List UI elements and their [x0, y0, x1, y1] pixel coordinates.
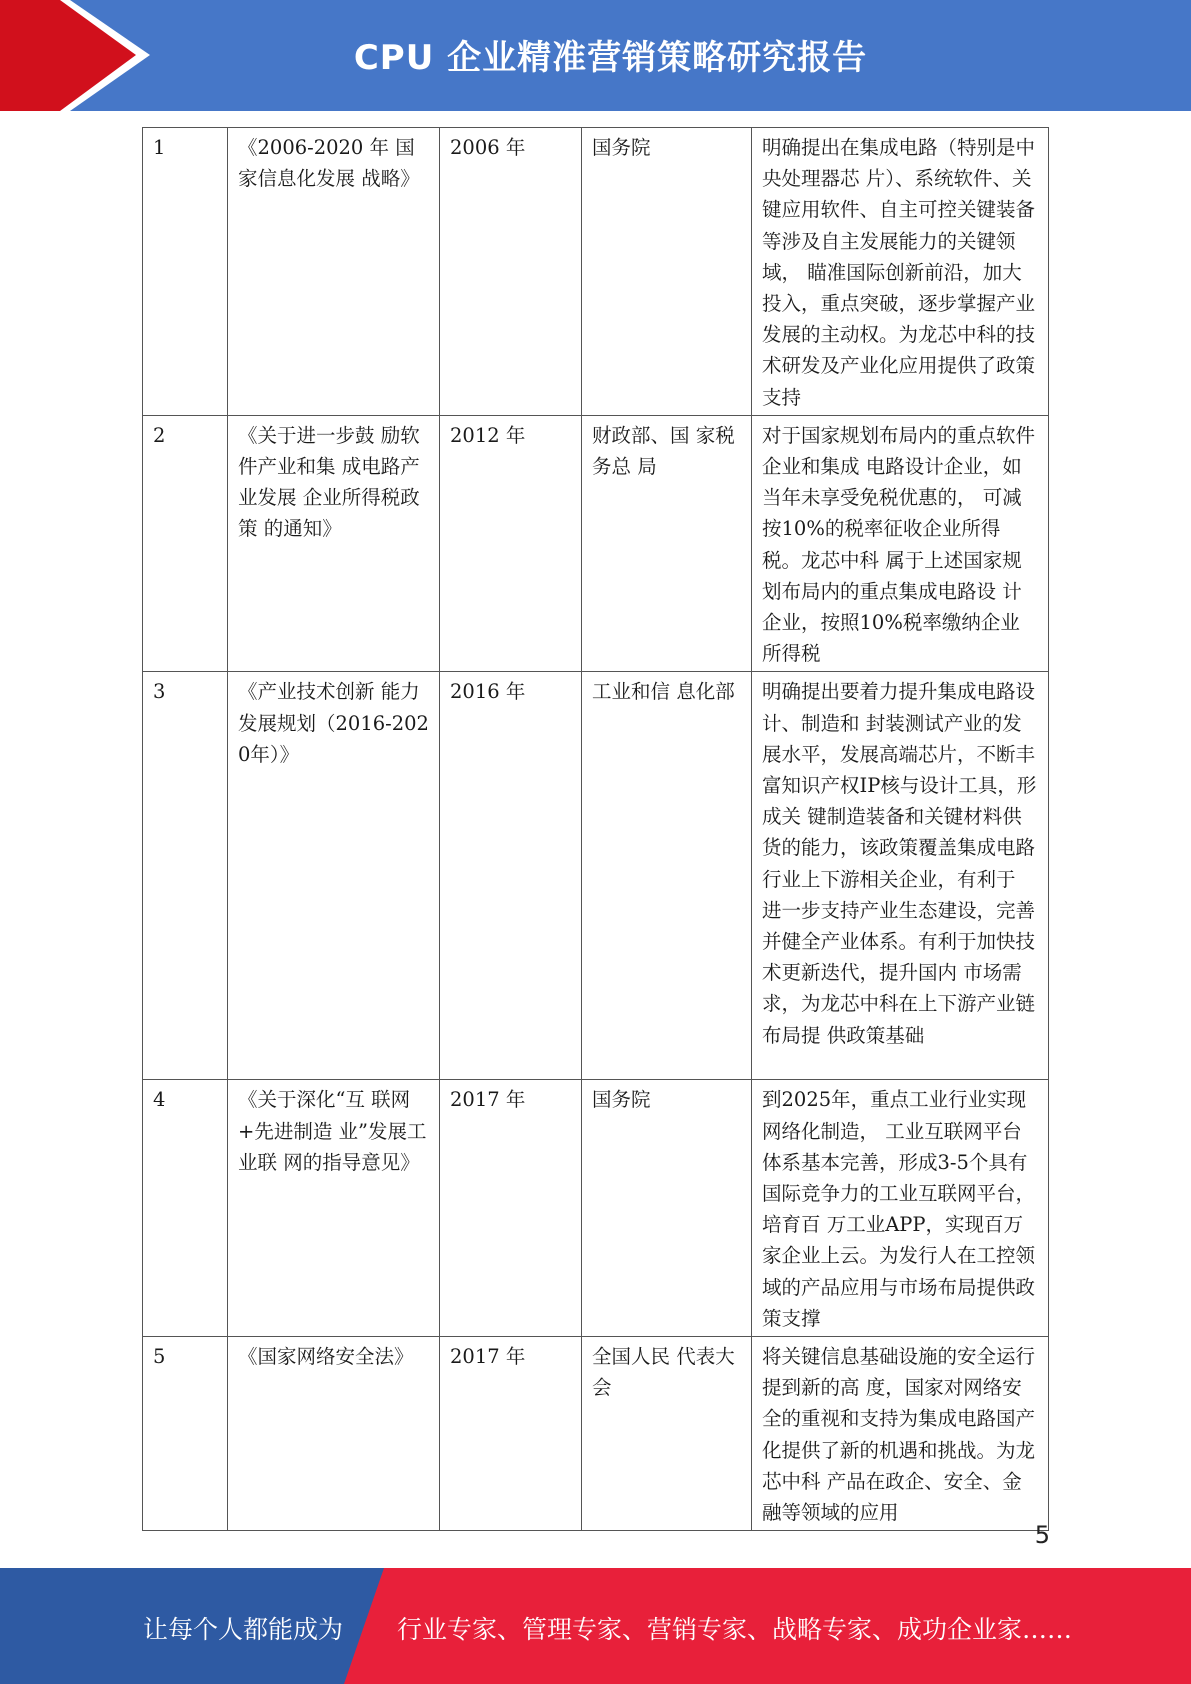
footer-slogan-right: 行业专家、管理专家、营销专家、战略专家、成功企业家…… [397, 1615, 1073, 1644]
cell-policy-name: 《国家网络安全法》 [228, 1337, 440, 1531]
cell-year: 2012 年 [440, 415, 582, 672]
table-row [143, 672, 1049, 1080]
cell-year: 2006 年 [440, 128, 582, 416]
cell-department: 全国人民 代表大会 [582, 1337, 752, 1531]
cell-content: 将关键信息基础设施的安全运行提到新的高 度，国家对网络安全的重视和支持为集成电路国产化提供了新的机遇和挑战。为龙芯中科 产品在政企、安全、金融等领域的应用 [752, 1337, 1049, 1531]
cell-department: 工业和信 息化部 [582, 672, 752, 1080]
cell-no: 5 [143, 1337, 228, 1531]
cell-no: 2 [143, 415, 228, 672]
cell-no: 4 [143, 1080, 228, 1337]
cell-department: 国务院 [582, 1080, 752, 1337]
policy-table [142, 127, 1049, 1531]
cell-department: 财政部、国 家税务总 局 [582, 415, 752, 672]
cell-policy-name: 《产业技术创新 能力发展规划（2016-2020年）》 [228, 672, 440, 1080]
page-footer [0, 1568, 1191, 1684]
cell-content: 对于国家规划布局内的重点软件企业和集成 电路设计企业，如当年未享受免税优惠的， 可减按10%的税率征收企业所得税。龙芯中科 属于上述国家规划布局内的重点集成电路设 计企业，按照10%税率缴纳企业所得税 [752, 415, 1049, 672]
cell-no: 3 [143, 672, 228, 1080]
cell-policy-name: 《关于深化“互 联网+先进制造 业”发展工业联 网的指导意见》 [228, 1080, 440, 1337]
footer-slogan-left: 让每个人都能成为 [143, 1615, 344, 1644]
cell-year: 2017 年 [440, 1080, 582, 1337]
table-row [143, 128, 1049, 416]
cell-content: 明确提出在集成电路（特别是中央处理器芯 片）、系统软件、关键应用软件、自主可控关键装备等涉及自主发展能力的关键领域， 瞄准国际创新前沿，加大投入，重点突破，逐步掌握产业发展的主动权。为龙芯中科的技 术研发及产业化应用提供了政策支持 [752, 128, 1049, 416]
cell-department: 国务院 [582, 128, 752, 416]
page-header [0, 0, 1191, 111]
cell-year: 2016 年 [440, 672, 582, 1080]
page-number: 5 [1034, 1521, 1050, 1549]
report-title: CPU 企业精准营销策略研究报告 [353, 38, 868, 78]
cell-policy-name: 《2006-2020 年 国家信息化发展 战略》 [228, 128, 440, 416]
cell-policy-name: 《关于进一步鼓 励软件产业和集 成电路产业发展 企业所得税政策 的通知》 [228, 415, 440, 672]
cell-content: 明确提出要着力提升集成电路设计、制造和 封装测试产业的发展水平，发展高端芯片，不断丰富知识产权IP核与设计工具，形成关 键制造装备和关键材料供货的能力，该政策覆盖集成电路行业上下游相关企业，有利于 进一步支持产业生态建设，完善并健全产业体系。有利于加快技术更新迭代，提升国内 市场需求，为龙芯中科在上下游产业链布局提 供政策基础 [752, 672, 1049, 1080]
cell-content: 到2025年，重点工业行业实现网络化制造， 工业互联网平台体系基本完善，形成3-5个具有国际竞争力的工业互联网平台，培育百 万工业APP，实现百万家企业上云。为发行人在工控领域的产品应用与市场布局提供政 策支撑 [752, 1080, 1049, 1337]
table-row [143, 415, 1049, 672]
table-row [143, 1080, 1049, 1337]
cell-year: 2017 年 [440, 1337, 582, 1531]
cell-no: 1 [143, 128, 228, 416]
table-row [143, 1337, 1049, 1531]
